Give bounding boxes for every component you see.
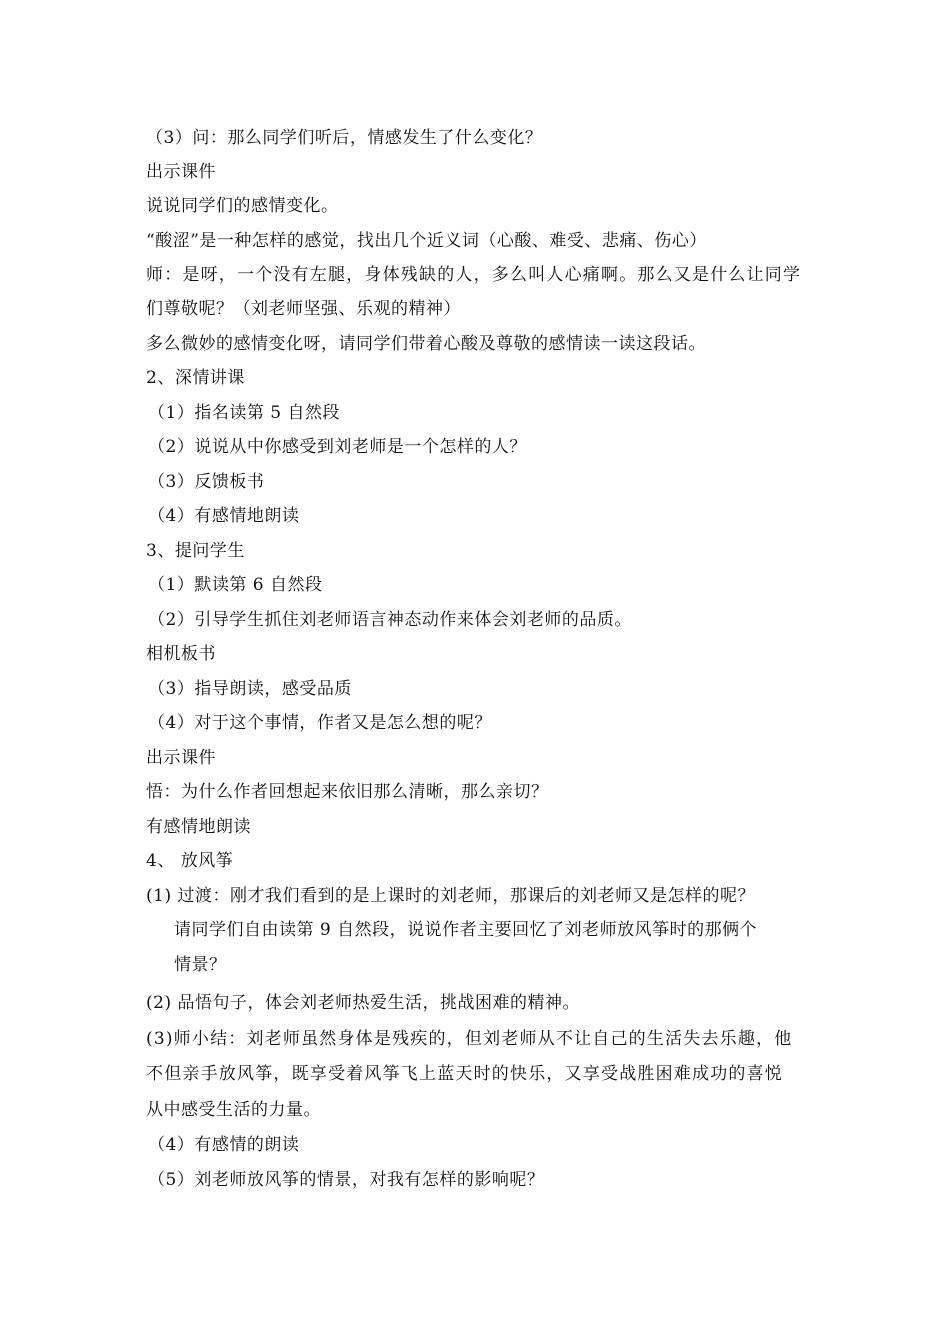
- text-line: 从中感受生活的力量。: [146, 1100, 321, 1120]
- text-line: 师：是呀，一个没有左腿，身体残缺的人，多么叫人心痛啊。那么又是什么让同学: [146, 265, 802, 285]
- text-line: （3）指导朗读，感受品质: [148, 679, 352, 699]
- text-line: 请同学们自由读第 9 自然段，说说作者主要回忆了刘老师放风筝时的那俩个: [174, 920, 758, 940]
- text-line: “酸涩”是一种怎样的感觉，找出几个近义词（心酸、难受、悲痛、伤心）: [146, 231, 707, 251]
- text-line: （4）对于这个事情，作者又是怎么想的呢？: [148, 713, 492, 733]
- text-line: 相机板书: [146, 644, 216, 664]
- section-heading: 4、 放风筝: [146, 851, 234, 871]
- text-line: （1）默读第 6 自然段: [148, 575, 323, 595]
- text-line: （4）有感情地朗读: [148, 506, 300, 526]
- text-line: 出示课件: [146, 162, 216, 182]
- text-line: 们尊敬呢？（刘老师坚强、乐观的精神）: [146, 299, 461, 319]
- section-heading: 3、提问学生: [146, 541, 245, 561]
- text-line: 悟：为什么作者回想起来依旧那么清晰，那么亲切？: [146, 782, 549, 802]
- text-line: （1）指名读第 5 自然段: [148, 403, 340, 423]
- text-line: 情景？: [174, 955, 227, 975]
- text-line: (1) 过渡：刚才我们看到的是上课时的刘老师，那课后的刘老师又是怎样的呢？: [146, 886, 755, 906]
- text-line: （4）有感情的朗读: [148, 1135, 300, 1155]
- section-heading: 2、深情讲课: [146, 368, 245, 388]
- text-line: （2）说说从中你感受到刘老师是一个怎样的人？: [148, 437, 527, 457]
- text-line: 多么微妙的感情变化呀，请同学们带着心酸及尊敬的感情读一读这段话。: [146, 334, 706, 354]
- text-line: （3）反馈板书: [148, 472, 265, 492]
- text-line: 出示课件: [146, 748, 216, 768]
- text-line: (2) 品悟句子，体会刘老师热爱生活，挑战困难的精神。: [146, 993, 580, 1013]
- text-line: 有感情地朗读: [146, 817, 251, 837]
- text-line: 说说同学们的感情变化。: [146, 196, 339, 216]
- text-line: 不但亲手放风筝，既享受着风筝飞上蓝天时的快乐，又享受战胜困难成功的喜悦: [146, 1064, 783, 1084]
- text-line: （2）引导学生抓住刘老师语言神态动作来体会刘老师的品质。: [148, 610, 632, 630]
- text-line: (3)师小结：刘老师虽然身体是残疾的，但刘老师从不让自己的生活失去乐趣，他: [146, 1029, 793, 1049]
- text-line: （5）刘老师放风筝的情景，对我有怎样的影响呢？: [148, 1170, 545, 1190]
- text-line: （3）问：那么同学们听后，情感发生了什么变化？: [146, 128, 543, 148]
